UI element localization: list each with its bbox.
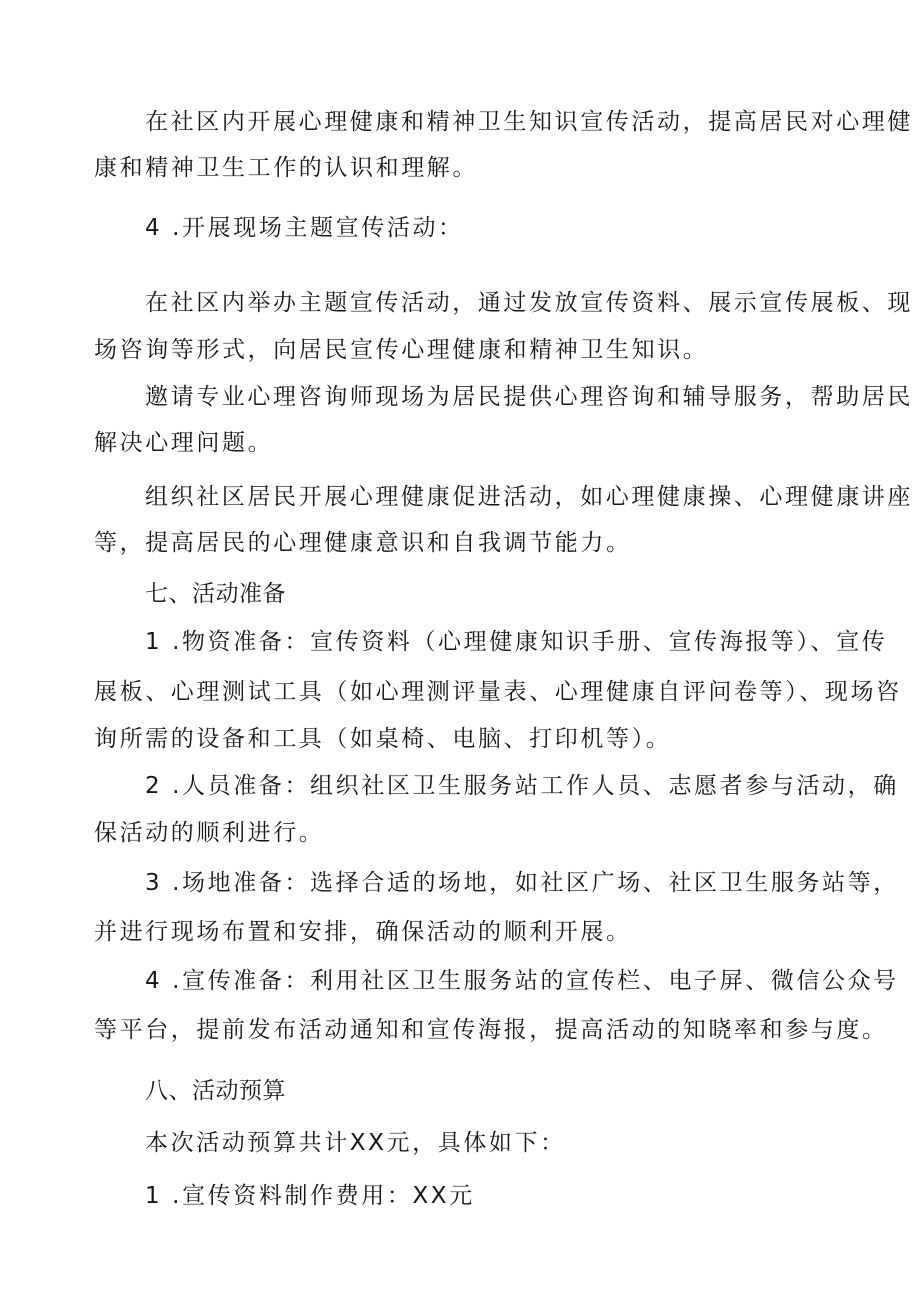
paragraph-line: 等平台，提前发布活动通知和宣传海报，提高活动的知晓率和参与度。 — [94, 1017, 888, 1043]
paragraph-line: 等，提高居民的心理健康意识和自我调节能力。 — [94, 530, 632, 556]
paragraph-line: 4 .宣传准备：利用社区卫生服务站的宣传栏、电子屏、微信公众号 — [145, 968, 899, 994]
paragraph-line: 在社区内举办主题宣传活动，通过发放宣传资料、展示宣传展板、现 — [145, 290, 913, 316]
paragraph-line: 解决心理问题。 — [94, 430, 274, 456]
section-heading: 七、活动准备 — [145, 580, 286, 606]
paragraph-line: 邀请专业心理咨询师现场为居民提供心理咨询和辅导服务，帮助居民 — [145, 384, 913, 410]
paragraph-line: 询所需的设备和工具（如桌椅、电脑、打印机等）。 — [94, 726, 672, 752]
paragraph-line: 保活动的顺利进行。 — [94, 820, 325, 846]
paragraph-line: 2 .人员准备：组织社区卫生服务站工作人员、志愿者参与活动，确 — [145, 773, 899, 799]
list-item: 1 .宣传资料制作费用：XX元 — [145, 1183, 475, 1209]
section-heading: 八、活动预算 — [145, 1077, 286, 1103]
list-item-title: 4 .开展现场主题宣传活动： — [145, 215, 464, 241]
paragraph-line: 在社区内开展心理健康和精神卫生知识宣传活动，提高居民对心理健 — [145, 109, 913, 135]
paragraph-line: 展板、心理测试工具（如心理测评量表、心理健康自评问卷等）、现场咨 — [94, 679, 902, 705]
paragraph-line: 并进行现场布置和安排，确保活动的顺利开展。 — [94, 919, 632, 945]
paragraph-line: 1 .物资准备：宣传资料（心理健康知识手册、宣传海报等）、宣传 — [145, 629, 888, 655]
paragraph-line: 3 .场地准备：选择合适的场地，如社区广场、社区卫生服务站等， — [145, 870, 899, 896]
paragraph-line: 本次活动预算共计XX元，具体如下： — [145, 1130, 566, 1156]
paragraph-line: 场咨询等形式，向居民宣传心理健康和精神卫生知识。 — [94, 337, 709, 363]
paragraph-line: 组织社区居民开展心理健康促进活动，如心理健康操、心理健康讲座 — [145, 484, 913, 510]
paragraph-line: 康和精神卫生工作的认识和理解。 — [94, 155, 478, 181]
